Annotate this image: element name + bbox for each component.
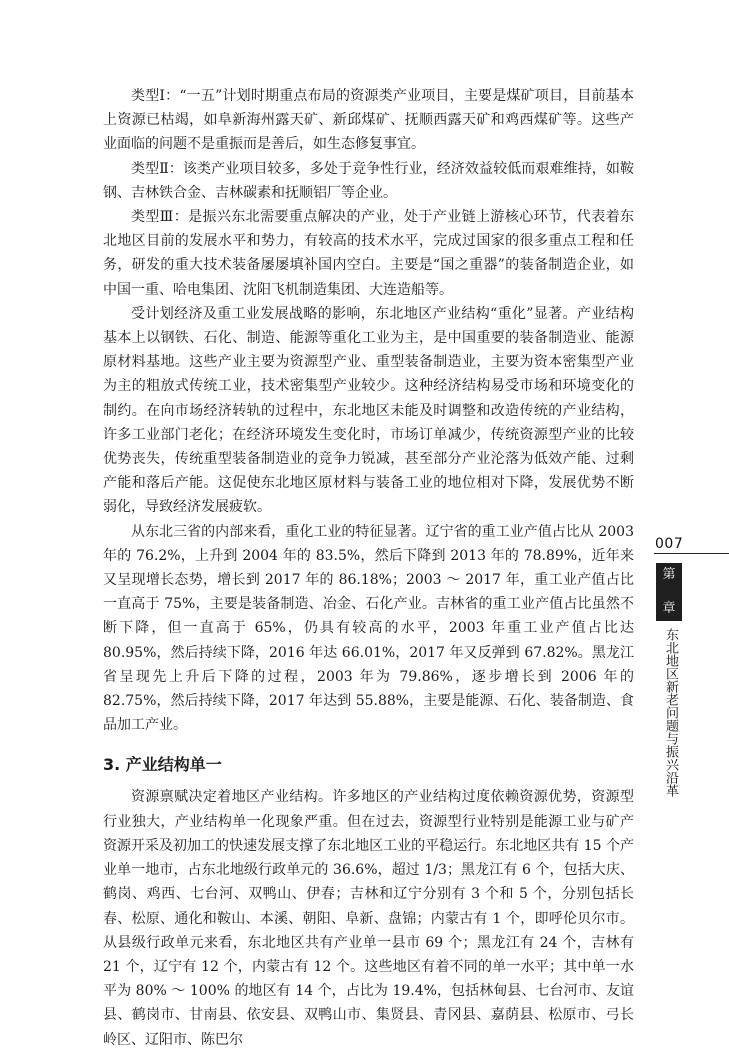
paragraph-heavy-industry: 受计划经济及重工业发展战略的影响，东北地区产业结构“重化”显著。产业结构基本上以钢铁、石化、制造、能源等重化工业为主，是中国重要的装备制造业、能源原材料基地。这些产业主要为资源型产业、重型装备制造业，主要为资本密集型产业为主的粗放式传统工业，技术密集型产业较少。这种经济结构易受市场和环境变化的制约。在向市场经济转轨的过程中，东北地区未能及时调整和改造传统的产业结构，许多工业部门老化；在经济环境发生变化时，市场订单减少，传统资源型产业的比较优势丧失，传统重型装备制造业的竞争力锐减，甚至部分产业沦落为低效产能、过剩产能和落后产能。这促使东北地区原材料与装备工业的地位相对下降，发展优势不断弱化，导致经济发展疲软。 [103, 305, 634, 516]
chapter-tab-first: 第 [662, 567, 676, 582]
main-text [103, 84, 634, 1052]
chapter-tab-second: 章 [662, 601, 676, 616]
chapter-tab [656, 563, 682, 621]
page-number: 007 [655, 536, 684, 552]
paragraph-type-1: 类型Ⅰ：“一五”计划时期重点布局的资源类产业项目，主要是煤矿项目，目前基本上资源已枯竭，如阜新海州露天矿、新邱煤矿、抚顺西露天矿和鸡西煤矿等。这些产业面临的问题不是重振而是善后，如生态修复事宜。 [103, 88, 634, 153]
section-title: 3. 产业结构单一 [103, 755, 222, 775]
paragraph-three-provinces: 从东北三省的内部来看，重化工业的特征显著。辽宁省的重工业产值占比从 2003 年的 76.2%，上升到 2004 年的 83.5%，然后下降到 2013 年的 78.89%，近年来又呈现增长态势，增长到 2017 年的 86.18%；2003 ～ 2017 年，重工业产值占比一直高于 75%，主要是装备制造、冶金、石化产业。吉林省的重工业产值占比虽然不断下降，但一直高于 65%，仍具有较高的水平，2003 年重工业产值占比达 80.95%，然后持续下降，2016 年达 66.01%，2017 年又反弹到 67.82%。黑龙江省呈现先上升后下降的过程，2003 年为 79.86%，逐步增长到 2006 年的 82.75%，然后持续下降，2017 年达到 55.88%，主要是能源、石化、装备制造、食品加工产业。 [103, 523, 634, 734]
paragraph-type-3: 类型Ⅲ：是振兴东北需要重点解决的产业，处于产业链上游核心环节，代表着东北地区目前的发展水平和势力，有较高的技术水平，完成过国家的很多重点工程和任务，研发的重大技术装备屡屡填补国内空白。主要是“国之重器”的装备制造企业，如中国一重、哈电集团、沈阳飞机制造集团、大连造船等。 [103, 209, 634, 298]
page-number-rule [654, 553, 729, 554]
paragraph-single-structure: 资源禀赋决定着地区产业结构。许多地区的产业结构过度依赖资源优势，资源型行业独大，产业结构单一化现象严重。但在过去，资源型行业特别是能源工业与矿产资源开采及初加工的快速发展支撑了东北地区工业的平稳运行。东北地区共有 15 个产业单一地市，占东北地级行政单元的 36.6%，超过 1/3；黑龙江有 6 个，包括大庆、鹤岗、鸡西、七台河、双鸭山、伊春；吉林和辽宁分别有 3 个和 5 个，分别包括长春、松原、通化和鞍山、本溪、朝阳、阜新、盘锦；内蒙古有 1 个，即呼伦贝尔市。从县级行政单元来看，东北地区共有产业单一县市 69 个；黑龙江有 24 个，吉林有 21 个，辽宁有 12 个，内蒙古有 12 个。这些地区有着不同的单一水平；其中单一水平为 80% ～ 100% 的地区有 14 个，占比为 19.4%，包括林甸县、七台河市、友谊县、鹤岗市、甘南县、依安县、双鸭山市、集贤县、青冈县、嘉荫县、松原市、弓长岭区、辽阳市、陈巴尔 [103, 789, 634, 1048]
chapter-title-vertical: 东北地区新老问题与振兴沿革 [663, 628, 678, 797]
paragraph-type-2: 类型Ⅱ：该类产业项目较多，多处于竞争性行业，经济效益较低而艰难维持，如鞍钢、吉林铁合金、吉林碳素和抚顺铝厂等企业。 [103, 160, 634, 201]
